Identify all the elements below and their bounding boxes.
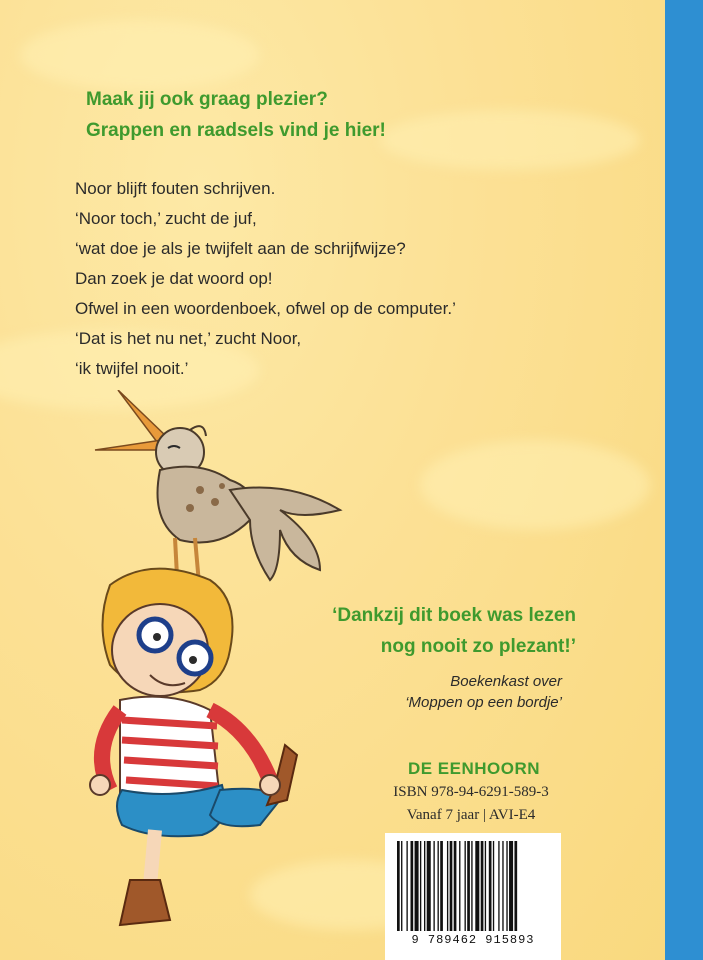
publisher-name: DE EENHOORN — [407, 759, 541, 778]
barcode-bar — [471, 841, 472, 931]
review-source-line-2: ‘Moppen op een bordje’ — [405, 694, 562, 711]
tagline-line-2: Grappen en raadsels vind je hier! — [86, 120, 386, 141]
barcode-bar — [420, 841, 421, 931]
age-level-text: Vanaf 7 jaar | AVI-E4 — [406, 807, 536, 823]
review-source — [330, 671, 562, 713]
book-spine-edge — [665, 0, 703, 960]
cloud-decoration — [420, 440, 650, 530]
tagline — [86, 84, 386, 146]
barcode-bar — [440, 841, 443, 931]
barcode-bar — [406, 841, 407, 931]
barcode-bar — [438, 841, 439, 931]
story-text — [75, 174, 456, 384]
child-icon — [90, 569, 297, 925]
barcode-bar — [397, 841, 400, 931]
barcode-digits: 9 789462 915893 — [411, 933, 535, 947]
story-line: Noor blijft fouten schrijven. — [75, 179, 276, 198]
cloud-decoration — [20, 20, 260, 90]
barcode-bar — [481, 841, 484, 931]
story-line: ‘Dat is het nu net,’ zucht Noor, — [75, 329, 302, 348]
tagline-line-1: Maak jij ook graag plezier? — [86, 89, 328, 110]
barcode-bar — [502, 841, 503, 931]
barcode-bar — [493, 841, 494, 931]
barcode-bar — [506, 841, 507, 931]
story-line: ‘ik twijfel nooit.’ — [75, 359, 189, 378]
barcode-bar — [401, 841, 402, 931]
barcode-bar — [467, 841, 470, 931]
barcode-bar — [459, 841, 460, 931]
barcode-bar — [485, 841, 486, 931]
barcode-bar — [427, 841, 431, 931]
barcode-bar — [514, 841, 517, 931]
barcode-bar — [475, 841, 479, 931]
barcode-bar — [424, 841, 425, 931]
barcode-bar — [489, 841, 492, 931]
story-line: ‘Noor toch,’ zucht de juf, — [75, 209, 257, 228]
barcode-bar — [498, 841, 499, 931]
barcode-bar — [415, 841, 419, 931]
review-source-line-1: Boekenkast over — [450, 673, 562, 690]
barcode-bar — [433, 841, 434, 931]
story-line: ‘wat doe je als je twijfelt aan de schrijfwijze? — [75, 239, 406, 258]
story-line: Ofwel in een woordenboek, ofwel op de computer.’ — [75, 299, 456, 318]
barcode-bar — [465, 841, 466, 931]
barcode-bar — [411, 841, 414, 931]
isbn-text: ISBN 978-94-6291-589-3 — [393, 784, 549, 800]
cloud-decoration — [380, 110, 640, 170]
bird-icon — [95, 390, 340, 595]
barcode-bar — [454, 841, 457, 931]
review-quote — [330, 600, 576, 662]
story-line: Dan zoek je dat woord op! — [75, 269, 273, 288]
barcode-bar — [450, 841, 453, 931]
barcode-bar — [509, 841, 513, 931]
barcode-bars — [395, 841, 551, 931]
review-quote-line-2: nog nooit zo plezant!’ — [380, 636, 576, 657]
child-with-bird-illustration — [50, 390, 350, 950]
barcode-bar — [447, 841, 448, 931]
review-quote-line-1: ‘Dankzij dit boek was lezen — [332, 605, 576, 626]
barcode — [385, 833, 561, 960]
